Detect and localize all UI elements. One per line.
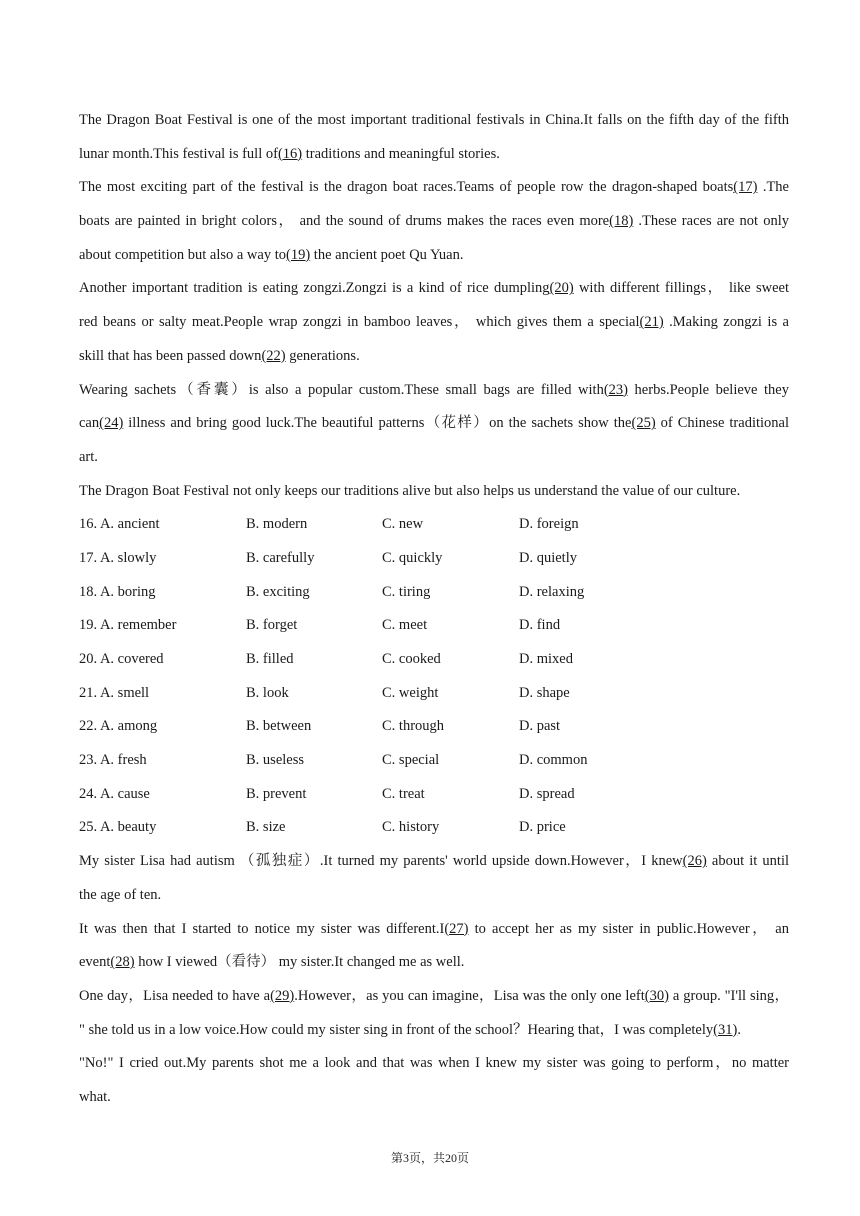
text-segment: Another important tradition is eating zongzi.Zongzi is a kind of rice dumpling (79, 280, 550, 297)
option-d: D. spread (519, 785, 575, 802)
text-line (79, 104, 789, 138)
option-b: B. carefully (246, 549, 315, 566)
option-b: B. useless (246, 752, 304, 769)
option-a: 24. A. cause (79, 785, 150, 802)
option-row (79, 609, 789, 643)
text-segment: It was then that I started to notice my sister was different.I (79, 920, 445, 937)
text-segment: the ancient poet Qu Yuan. (310, 246, 464, 263)
text-line (79, 1014, 789, 1048)
option-d: D. common (519, 752, 588, 769)
text-segment: One day，Lisa needed to have a (79, 987, 271, 1004)
option-row (79, 677, 789, 711)
option-c: C. meet (382, 617, 428, 634)
text-line (79, 475, 789, 509)
option-c: C. tiring (382, 583, 431, 600)
option-a: 20. A. covered (79, 651, 164, 667)
option-a: 23. A. fresh (79, 752, 147, 769)
text-segment: art. (79, 448, 98, 465)
text-segment: . (737, 1021, 741, 1038)
text-segment: .The (757, 179, 789, 196)
blank-number: (18) (609, 213, 634, 230)
passage-sister-lisa (79, 845, 789, 1115)
text-segment: .These races are not only (633, 213, 789, 230)
text-segment: of Chinese traditional (655, 415, 789, 432)
text-line (79, 879, 789, 913)
text-segment: "No!" I cried out.My parents shot me a look and that was when I knew my sister was going to perform，no matter (79, 1055, 789, 1072)
option-d: D. find (519, 617, 561, 634)
text-line (79, 374, 789, 408)
blank-number: (25) (631, 415, 656, 432)
blank-number: (31) (713, 1021, 738, 1038)
option-d: D. foreign (519, 516, 579, 533)
text-line (79, 441, 789, 475)
option-row (79, 542, 789, 576)
text-line (79, 138, 789, 172)
option-a: 18. A. boring (79, 583, 156, 600)
option-d: D. price (519, 819, 566, 836)
blank-number: (19) (286, 246, 311, 263)
blank-number: (30) (644, 987, 669, 1004)
option-d: D. shape (519, 684, 570, 701)
text-segment: Wearing sachets（香囊）is also a popular custom.These small bags are filled with (79, 381, 604, 398)
text-segment: to accept her as my sister in public.However， an (468, 920, 789, 937)
blank-number: (27) (444, 920, 469, 937)
option-c: C. through (382, 718, 445, 735)
blank-number: (23) (603, 381, 628, 398)
text-segment: The Dragon Boat Festival not only keeps our traditions alive but also helps us understand the value of our culture. (79, 482, 741, 499)
option-b: B. forget (246, 617, 298, 634)
option-a: 25. A. beauty (79, 819, 157, 836)
text-segment: My sister Lisa had autism （孤独症）.It turned my parents' world upside down.However，I knew (79, 853, 683, 870)
option-d: D. mixed (519, 651, 573, 667)
option-a: 16. A. ancient (79, 516, 160, 533)
document-page (79, 104, 789, 1115)
option-c: C. history (382, 819, 440, 836)
text-line (79, 272, 789, 306)
text-line (79, 845, 789, 879)
blank-number: (26) (682, 853, 707, 870)
blank-number: (16) (277, 145, 303, 162)
option-row (79, 778, 789, 812)
text-segment: lunar month.This festival is full of (79, 145, 278, 162)
text-segment: traditions and meaningful stories. (302, 145, 500, 162)
option-c: C. weight (382, 684, 439, 701)
text-segment: The Dragon Boat Festival is one of the most important traditional festivals in China.It falls on the fifth day of the fifth (79, 112, 789, 128)
option-row (79, 710, 789, 744)
text-segment: about it until (706, 853, 789, 870)
option-a: 22. A. among (79, 718, 158, 735)
blank-number: (22) (261, 347, 286, 364)
option-c: C. special (382, 752, 440, 769)
blank-number: (21) (639, 314, 664, 331)
text-segment: herbs.People believe they (628, 381, 789, 398)
text-segment: generations. (285, 347, 360, 364)
text-segment: .Making zongzi is a (663, 314, 789, 331)
text-line (79, 980, 789, 1014)
text-line (79, 946, 789, 980)
blank-number: (24) (99, 415, 124, 432)
option-d: D. relaxing (519, 583, 585, 600)
text-segment: can (79, 415, 100, 432)
option-a: 21. A. smell (79, 684, 150, 701)
text-segment: how I viewed（看待） my sister.It changed me as well. (134, 954, 465, 971)
option-c: C. quickly (382, 549, 443, 566)
option-a: 17. A. slowly (79, 549, 157, 566)
text-segment: The most exciting part of the festival is the dragon boat races.Teams of people row the dragon-shaped boats (79, 179, 734, 196)
blank-number: (29) (270, 987, 295, 1004)
text-line (79, 239, 789, 273)
text-line (79, 171, 789, 205)
text-line (79, 340, 789, 374)
option-c: C. cooked (382, 651, 441, 667)
passage-dragon-boat-festival (79, 104, 789, 508)
blank-number: (20) (549, 280, 574, 297)
text-segment: illness and bring good luck.The beautiful patterns（花样）on the sachets show the (123, 415, 632, 432)
option-b: B. filled (246, 651, 294, 667)
blank-number: (17) (733, 179, 758, 196)
page-footer: 第3页，共20页 (390, 1151, 469, 1165)
text-line (79, 407, 789, 441)
option-row (79, 576, 789, 610)
option-d: D. quietly (519, 549, 577, 566)
text-segment: a group. "I'll sing， (668, 987, 789, 1004)
text-line (79, 306, 789, 340)
option-b: B. modern (246, 516, 308, 533)
option-row (79, 811, 789, 845)
option-b: B. size (246, 819, 286, 836)
blank-number: (28) (110, 954, 135, 971)
option-c: C. new (382, 516, 424, 533)
option-b: B. look (246, 684, 289, 701)
option-row (79, 643, 789, 677)
option-b: B. exciting (246, 583, 310, 600)
option-c: C. treat (382, 785, 425, 802)
text-line (79, 1047, 789, 1081)
text-segment: about competition but also a way to (79, 246, 286, 263)
option-b: B. prevent (246, 785, 307, 802)
text-segment: boats are painted in bright colors， and the sound of drums makes the races even more (79, 213, 610, 230)
text-segment: event (79, 954, 111, 971)
text-segment: with different fillings， like sweet (573, 280, 789, 297)
option-b: B. between (246, 718, 312, 735)
text-line (79, 205, 789, 239)
text-segment: skill that has been passed down (79, 347, 262, 364)
option-row (79, 744, 789, 778)
text-segment: the age of ten. (79, 886, 162, 903)
text-segment: red beans or salty meat.People wrap zongzi in bamboo leaves， which gives them a special (79, 314, 640, 331)
text-segment: " she told us in a low voice.How could my sister sing in front of the school？Hearing that，I was completely (79, 1021, 714, 1038)
text-line (79, 913, 789, 947)
text-segment: what. (79, 1088, 111, 1105)
option-d: D. past (519, 718, 561, 735)
answer-options (79, 508, 789, 845)
text-line (79, 1081, 789, 1115)
option-a: 19. A. remember (79, 617, 177, 634)
option-row (79, 508, 789, 542)
text-segment: .However，as you can imagine，Lisa was the only one left (294, 987, 645, 1004)
